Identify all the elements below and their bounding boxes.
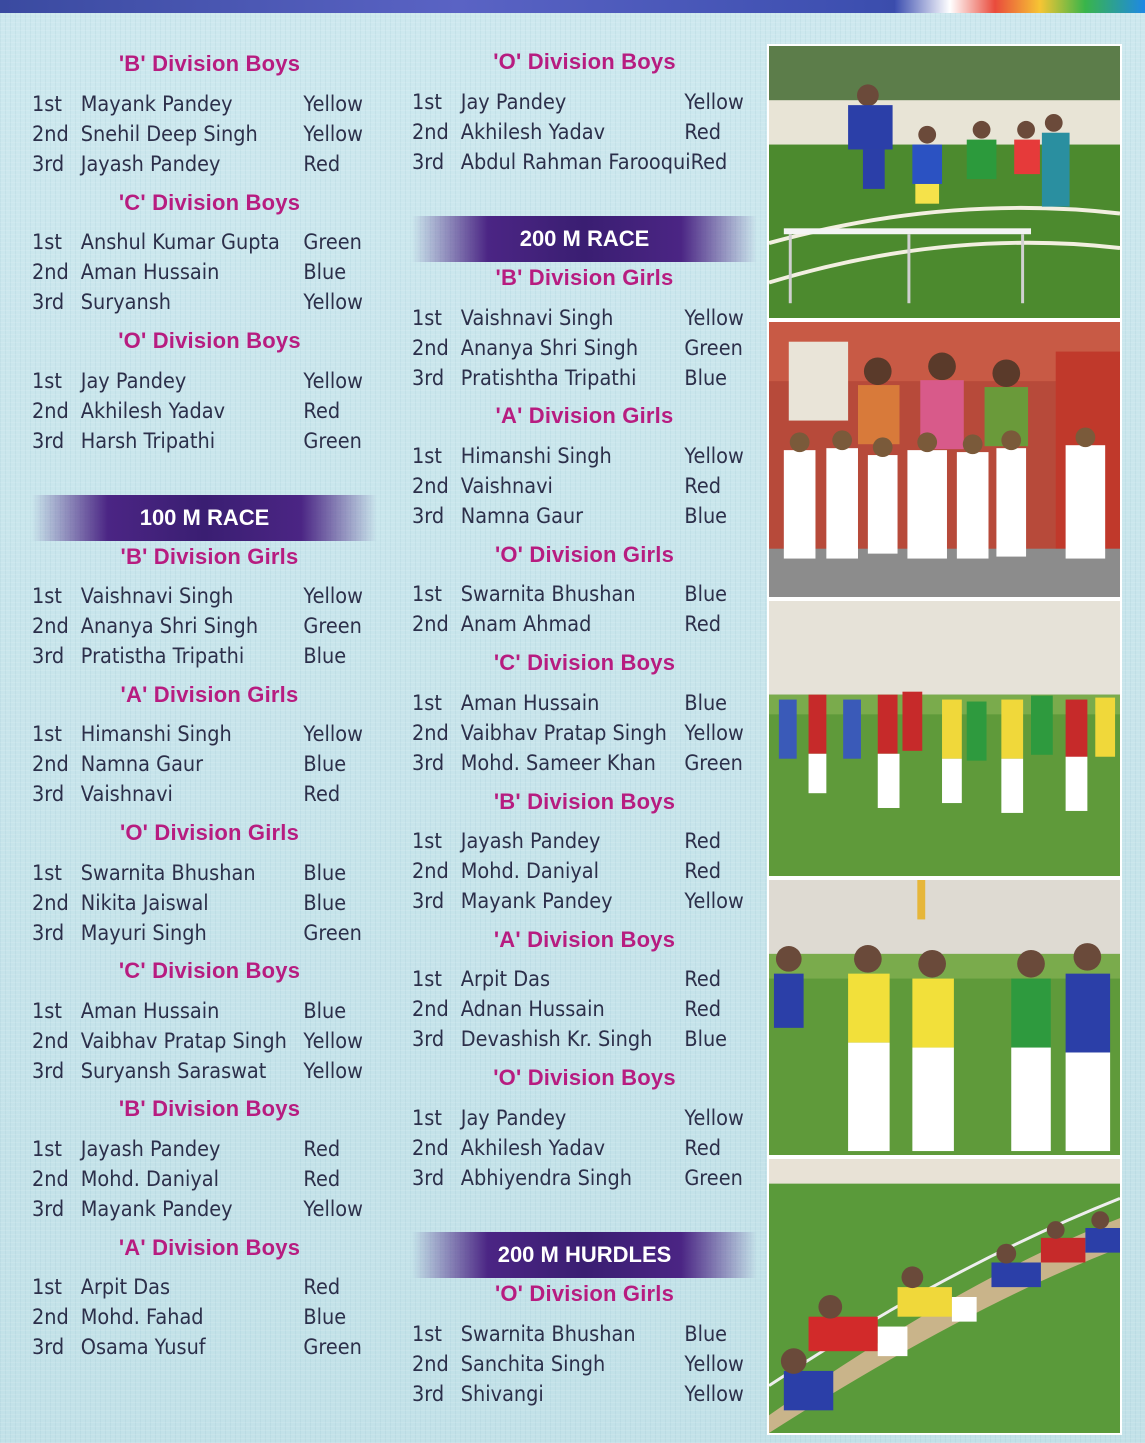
student-name: Mohd. Daniyal <box>460 859 600 883</box>
house-name: Yellow <box>303 122 363 146</box>
house-name: Green <box>684 751 743 775</box>
house-name: Red <box>303 1167 341 1191</box>
position: 3rd <box>32 290 65 314</box>
result-row <box>32 1332 362 1362</box>
student-name: Mohd. Sameer Khan <box>460 751 656 775</box>
division-heading: 'A' Division Boys <box>493 927 676 952</box>
result-row <box>32 1194 363 1224</box>
result-row <box>32 1134 359 1164</box>
position: 2nd <box>412 474 449 498</box>
house-name: Blue <box>303 260 347 284</box>
house-name: Green <box>303 230 362 254</box>
house-name: Yellow <box>684 444 744 468</box>
student-name: Himanshi Singh <box>80 722 232 746</box>
position: 3rd <box>32 921 65 945</box>
house-name: Blue <box>684 504 728 528</box>
student-name: Mayank Pandey <box>80 92 233 116</box>
student-name: Mayank Pandey <box>460 889 613 913</box>
position: 1st <box>32 584 62 608</box>
house-name: Red <box>684 474 722 498</box>
student-name: Shivangi <box>460 1382 544 1406</box>
student-name: Akhilesh Yadav <box>460 120 606 144</box>
position: 2nd <box>412 1352 449 1376</box>
position: 2nd <box>32 1029 69 1053</box>
result-row <box>32 858 359 888</box>
house-name: Green <box>303 1335 362 1359</box>
division-heading: 'C' Division Boys <box>118 190 301 215</box>
result-row <box>32 641 359 671</box>
house-name: Blue <box>684 1027 728 1051</box>
house-name: Red <box>684 612 722 636</box>
position: 2nd <box>32 399 69 423</box>
position: 1st <box>32 999 62 1023</box>
division-heading: 'A' Division Girls <box>120 682 299 707</box>
position: 1st <box>412 444 442 468</box>
result-row <box>412 333 743 363</box>
student-name: Mayank Pandey <box>80 1197 233 1221</box>
position: 1st <box>412 829 442 853</box>
position: 2nd <box>412 859 449 883</box>
result-row <box>32 89 363 119</box>
position: 1st <box>412 691 442 715</box>
result-row <box>412 886 744 916</box>
student-name: Mohd. Daniyal <box>80 1167 220 1191</box>
student-name: Swarnita Bhushan <box>460 1322 636 1346</box>
house-name: Green <box>684 336 743 360</box>
house-name: Blue <box>303 861 347 885</box>
student-name: Snehil Deep Singh <box>80 122 258 146</box>
student-name: Suryansh <box>80 290 172 314</box>
position: 2nd <box>32 122 69 146</box>
position: 1st <box>412 306 442 330</box>
house-name: Yellow <box>303 92 363 116</box>
student-name: Mayuri Singh <box>80 921 207 945</box>
division-heading: 'O' Division Boys <box>493 49 676 74</box>
photo-tie-race <box>767 599 1122 878</box>
result-row <box>32 1026 363 1056</box>
position: 1st <box>412 90 442 114</box>
student-name: Pratishtha Tripathi <box>460 366 637 390</box>
result-row <box>32 918 362 948</box>
student-name: Vaibhav Pratap Singh <box>460 721 667 745</box>
house-name: Yellow <box>684 721 744 745</box>
house-name: Yellow <box>303 1197 363 1221</box>
student-name: Abdul Rahman FarooquiRed <box>460 150 728 174</box>
student-name: Abhiyendra Singh <box>460 1166 632 1190</box>
student-name: Aman Hussain <box>80 260 220 284</box>
division-heading: 'O' Division Boys <box>493 1065 676 1090</box>
result-row <box>412 994 729 1024</box>
photo-ball-balance <box>767 878 1122 1157</box>
result-row <box>32 257 359 287</box>
student-name: Vaibhav Pratap Singh <box>80 1029 287 1053</box>
result-row <box>32 888 359 918</box>
position: 1st <box>32 861 62 885</box>
student-name: Jay Pandey <box>80 369 187 393</box>
division-heading: 'B' Division Boys <box>493 789 676 814</box>
event-banner-100m-race: 100 M RACE <box>32 495 377 541</box>
student-name: Aman Hussain <box>80 999 220 1023</box>
result-row <box>32 227 362 257</box>
result-row <box>32 287 363 317</box>
position: 2nd <box>412 336 449 360</box>
house-name: Green <box>303 429 362 453</box>
position: 1st <box>32 1275 62 1299</box>
student-name: Pratistha Tripathi <box>80 644 245 668</box>
house-name: Green <box>684 1166 743 1190</box>
position: 3rd <box>32 1197 65 1221</box>
student-name: Swarnita Bhushan <box>80 861 256 885</box>
house-name: Green <box>303 614 362 638</box>
result-row <box>412 501 729 531</box>
house-name: Red <box>684 120 722 144</box>
position: 3rd <box>412 889 445 913</box>
position: 1st <box>412 582 442 606</box>
result-row <box>32 1164 359 1194</box>
result-row <box>412 609 729 639</box>
result-row <box>32 1056 363 1086</box>
division-heading: 'C' Division Boys <box>118 958 301 983</box>
division-heading: 'B' Division Boys <box>118 51 301 76</box>
house-name: Blue <box>684 691 728 715</box>
division-heading: 'A' Division Girls <box>495 403 674 428</box>
house-name: Red <box>303 1275 341 1299</box>
result-row <box>32 611 362 641</box>
house-name: Red <box>684 859 722 883</box>
position: 1st <box>412 1106 442 1130</box>
position: 1st <box>32 369 62 393</box>
student-name: Suryansh Saraswat <box>80 1059 267 1083</box>
position: 2nd <box>412 997 449 1021</box>
position: 2nd <box>412 120 449 144</box>
position: 3rd <box>412 1166 445 1190</box>
student-name: Jay Pandey <box>460 90 567 114</box>
house-name: Yellow <box>303 369 363 393</box>
house-name: Yellow <box>684 889 744 913</box>
position: 2nd <box>32 1305 69 1329</box>
house-name: Blue <box>303 752 347 776</box>
result-row <box>412 363 729 393</box>
position: 3rd <box>412 366 445 390</box>
student-name: Aman Hussain <box>460 691 600 715</box>
house-name: Blue <box>303 999 347 1023</box>
house-name: Yellow <box>684 1382 744 1406</box>
position: 2nd <box>412 1136 449 1160</box>
division-heading: 'C' Division Boys <box>493 650 676 675</box>
division-heading: 'O' Division Boys <box>118 328 301 353</box>
house-name: Yellow <box>684 1352 744 1376</box>
position: 3rd <box>32 782 65 806</box>
result-row <box>32 749 359 779</box>
result-row <box>412 303 744 333</box>
result-row <box>412 1349 744 1379</box>
result-row <box>32 149 359 179</box>
student-name: Nikita Jaiswal <box>80 891 209 915</box>
student-name: Ananya Shri Singh <box>80 614 259 638</box>
house-name: Red <box>684 829 722 853</box>
house-name: Red <box>303 782 341 806</box>
position: 3rd <box>32 429 65 453</box>
house-name: Yellow <box>303 1059 363 1083</box>
student-name: Ananya Shri Singh <box>460 336 639 360</box>
student-name: Vaishnavi <box>80 782 173 806</box>
position: 2nd <box>412 721 449 745</box>
house-name: Yellow <box>303 584 363 608</box>
result-row <box>32 1272 359 1302</box>
student-name: Adnan Hussain <box>460 997 605 1021</box>
photo-children-group <box>767 320 1122 599</box>
division-heading: 'O' Division Girls <box>494 1281 675 1306</box>
result-row <box>32 779 359 809</box>
house-name: Red <box>303 1137 341 1161</box>
result-row <box>412 1103 744 1133</box>
house-name: Blue <box>684 582 728 606</box>
position: 3rd <box>412 1027 445 1051</box>
position: 3rd <box>412 504 445 528</box>
result-row <box>412 147 729 177</box>
result-row <box>412 1379 744 1409</box>
house-name: Yellow <box>684 1106 744 1130</box>
result-row <box>412 1319 729 1349</box>
student-name: Osama Yusuf <box>80 1335 206 1359</box>
student-name: Jay Pandey <box>460 1106 567 1130</box>
position: 1st <box>412 1322 442 1346</box>
student-name: Anam Ahmad <box>460 612 592 636</box>
house-name: Yellow <box>303 722 363 746</box>
student-name: Akhilesh Yadav <box>460 1136 606 1160</box>
position: 1st <box>32 1137 62 1161</box>
house-name: Yellow <box>303 1029 363 1053</box>
house-name: Green <box>303 921 362 945</box>
result-row <box>32 119 363 149</box>
house-name: Blue <box>303 891 347 915</box>
result-row <box>412 471 729 501</box>
house-name: Blue <box>684 366 728 390</box>
position: 2nd <box>32 752 69 776</box>
result-row <box>412 117 729 147</box>
event-banner-200m-race: 200 M RACE <box>412 216 757 262</box>
position: 2nd <box>412 612 449 636</box>
student-name: Himanshi Singh <box>460 444 612 468</box>
position: 1st <box>32 722 62 746</box>
result-row <box>412 826 729 856</box>
house-name: Red <box>684 997 722 1021</box>
position: 1st <box>32 230 62 254</box>
result-row <box>32 396 359 426</box>
house-name: Blue <box>303 1305 347 1329</box>
house-name: Red <box>684 1136 722 1160</box>
position: 2nd <box>32 1167 69 1191</box>
result-row <box>412 718 744 748</box>
result-row <box>412 87 744 117</box>
student-name: Mohd. Fahad <box>80 1305 204 1329</box>
position: 2nd <box>32 260 69 284</box>
house-name: Blue <box>684 1322 728 1346</box>
student-name: Anshul Kumar Gupta <box>80 230 280 254</box>
position: 3rd <box>32 644 65 668</box>
result-row <box>32 996 359 1026</box>
result-row <box>412 579 729 609</box>
house-name: Red <box>303 399 341 423</box>
position: 1st <box>32 92 62 116</box>
house-name: Red <box>303 152 341 176</box>
result-row <box>32 1302 359 1332</box>
result-row <box>32 366 363 396</box>
position: 3rd <box>412 751 445 775</box>
student-name: Jayash Pandey <box>460 829 601 853</box>
position: 2nd <box>32 614 69 638</box>
student-name: Swarnita Bhushan <box>460 582 636 606</box>
position: 1st <box>412 967 442 991</box>
student-name: Jayash Pandey <box>80 1137 221 1161</box>
house-name: Red <box>684 967 722 991</box>
student-name: Akhilesh Yadav <box>80 399 226 423</box>
result-row <box>412 688 729 718</box>
position: 2nd <box>32 891 69 915</box>
result-row <box>412 748 743 778</box>
top-color-accent <box>895 0 1145 13</box>
house-name: Yellow <box>684 306 744 330</box>
student-name: Sanchita Singh <box>460 1352 606 1376</box>
student-name: Namna Gaur <box>80 752 204 776</box>
student-name: Devashish Kr. Singh <box>460 1027 653 1051</box>
photo-writing-race <box>767 1157 1122 1435</box>
student-name: Jayash Pandey <box>80 152 221 176</box>
division-heading: 'B' Division Girls <box>495 265 674 290</box>
event-banner-200m-hurdles: 200 M HURDLES <box>412 1232 757 1278</box>
division-heading: 'B' Division Girls <box>120 544 299 569</box>
house-name: Blue <box>303 644 347 668</box>
photo-hurdles-race <box>767 44 1122 320</box>
position: 3rd <box>412 1382 445 1406</box>
result-row <box>32 719 363 749</box>
student-name: Vaishnavi Singh <box>80 584 234 608</box>
student-name: Vaishnavi <box>460 474 553 498</box>
position: 3rd <box>32 152 65 176</box>
house-name: Yellow <box>684 90 744 114</box>
result-row <box>32 426 362 456</box>
result-row <box>412 1163 743 1193</box>
position: 3rd <box>32 1059 65 1083</box>
position: 3rd <box>412 150 445 174</box>
result-row <box>32 581 363 611</box>
division-heading: 'B' Division Boys <box>118 1096 301 1121</box>
division-heading: 'A' Division Boys <box>118 1235 301 1260</box>
student-name: Vaishnavi Singh <box>460 306 614 330</box>
result-row <box>412 1024 729 1054</box>
result-row <box>412 441 744 471</box>
student-name: Arpit Das <box>460 967 551 991</box>
student-name: Namna Gaur <box>460 504 584 528</box>
result-row <box>412 1133 729 1163</box>
house-name: Yellow <box>303 290 363 314</box>
division-heading: 'O' Division Girls <box>494 542 675 567</box>
result-row <box>412 964 729 994</box>
student-name: Arpit Das <box>80 1275 171 1299</box>
student-name: Harsh Tripathi <box>80 429 216 453</box>
division-heading: 'O' Division Girls <box>119 820 300 845</box>
position: 3rd <box>32 1335 65 1359</box>
result-row <box>412 856 729 886</box>
